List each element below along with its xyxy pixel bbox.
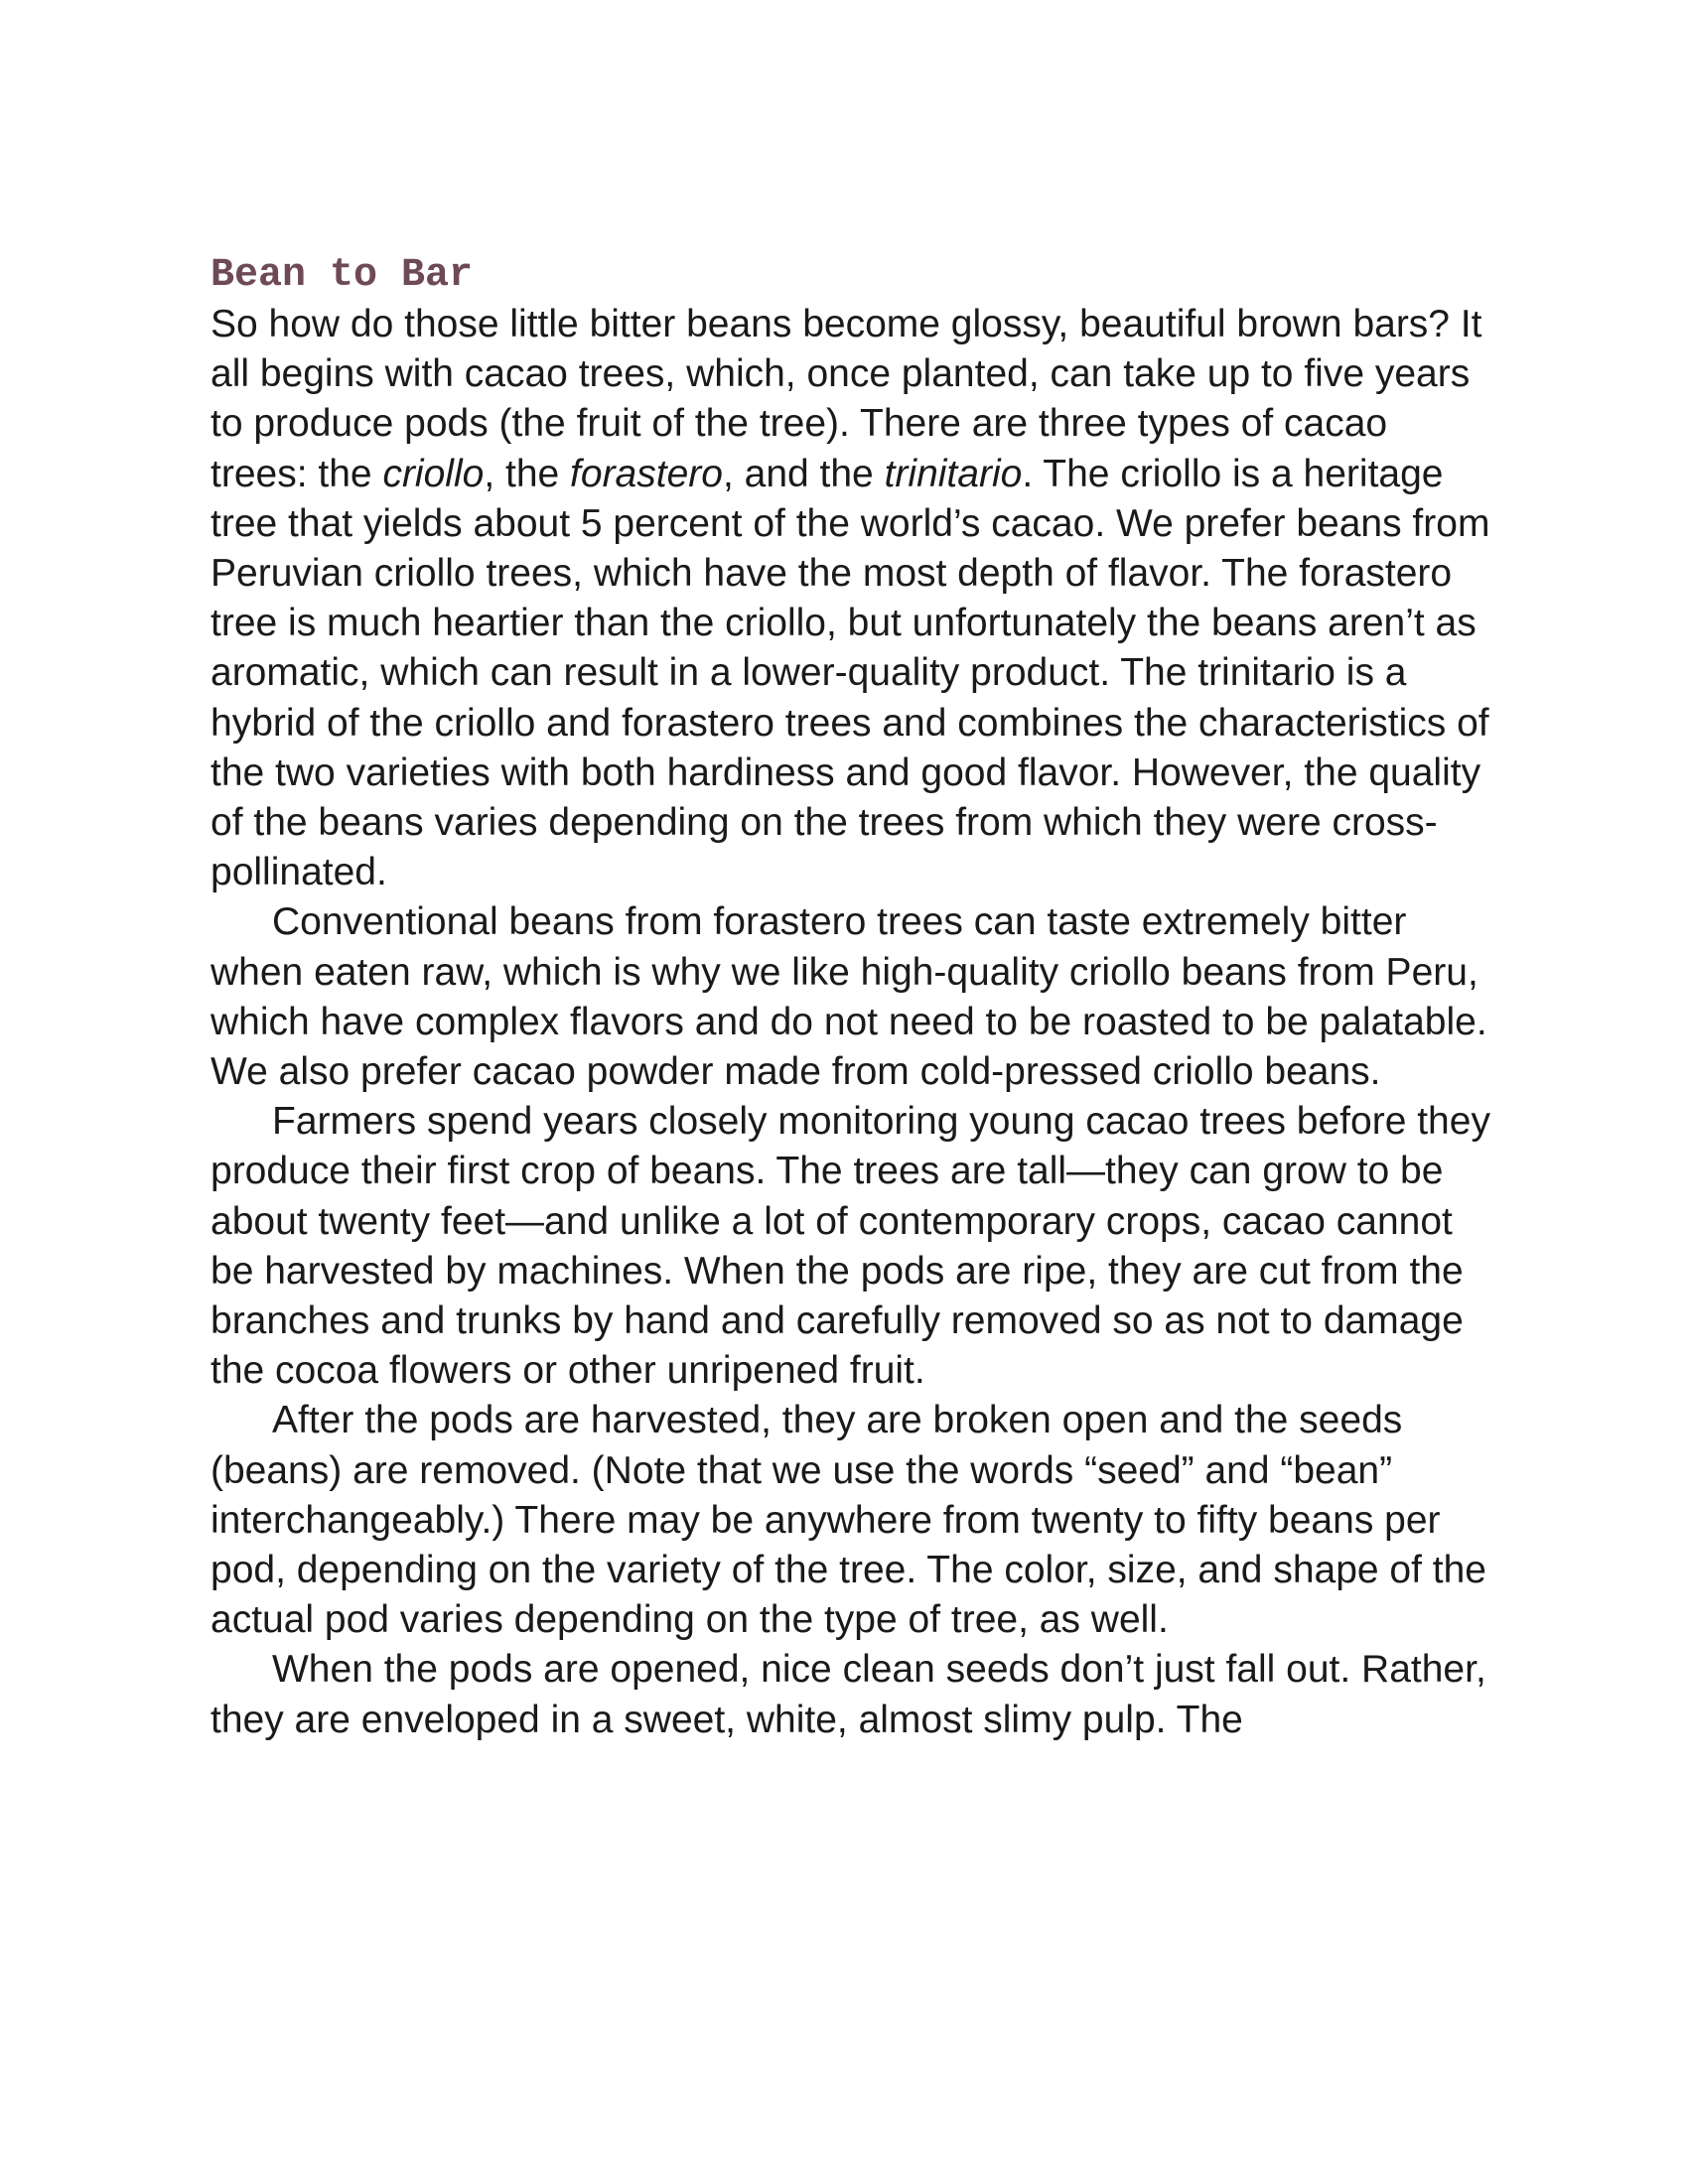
body-text <box>211 300 1491 1745</box>
document-page <box>211 250 1491 1745</box>
paragraph-1 <box>211 300 1491 897</box>
paragraph-5: When the pods are opened, nice clean seeds don’t just fall out. Rather, they are enveloped in a sweet, white, almost slimy pulp. The <box>211 1648 1486 1741</box>
paragraph-4: After the pods are harvested, they are broken open and the seeds (beans) are removed. (Note that we use the words “seed” and “bean” interchangeably.) There may be anywhere from twenty to fifty beans per pod, depending on the variety of the tree. The color, size, and shape of the actual pod varies depending on the type of tree, as well. <box>211 1399 1487 1642</box>
term-criollo: criollo <box>382 452 485 495</box>
term-forastero: forastero <box>570 452 723 495</box>
paragraph-1-text-c: , and the <box>722 452 885 495</box>
paragraph-2: Conventional beans from forastero trees can taste extremely bitter when eaten raw, which is why we like high-quality criollo beans from Peru, which have complex flavors and do not need to be roasted to be palatable. We also prefer cacao powder made from cold-pressed criollo beans. <box>211 900 1487 1094</box>
paragraph-1-text-b: , the <box>484 452 571 495</box>
paragraph-3: Farmers spend years closely monitoring young cacao trees before they produce their first crop of beans. The trees are tall—they can grow to be about twenty feet—and unlike a lot of contemporary crops, cacao cannot be harvested by machines. When the pods are ripe, they are cut from the branches and trunks by hand and carefully removed so as not to damage the cocoa flowers or other unripened fruit. <box>211 1100 1490 1393</box>
section-heading: Bean to Bar <box>211 253 474 298</box>
paragraph-1-text-a: So how do those little bitter beans become glossy, beautiful brown bars? It all begins with cacao trees, which, once planted, can take up to five years to produce pods (the fruit of the tree). There are three types of cacao trees: the <box>211 303 1482 495</box>
term-trinitario: trinitario <box>884 452 1023 495</box>
paragraph-1-text-d: . The criollo is a heritage tree that yields about 5 percent of the world’s cacao. We prefer beans from Peruvian criollo trees, which have the most depth of flavor. The forastero tree is much heartier than the criollo, but unfortunately the beans aren’t as aromatic, which can result in a lower-quality product. The trinitario is a hybrid of the criollo and forastero trees and combines the characteristics of the two varieties with both hardiness and good flavor. However, the quality of the beans varies depending on the trees from which they were cross-pollinated. <box>211 452 1490 894</box>
